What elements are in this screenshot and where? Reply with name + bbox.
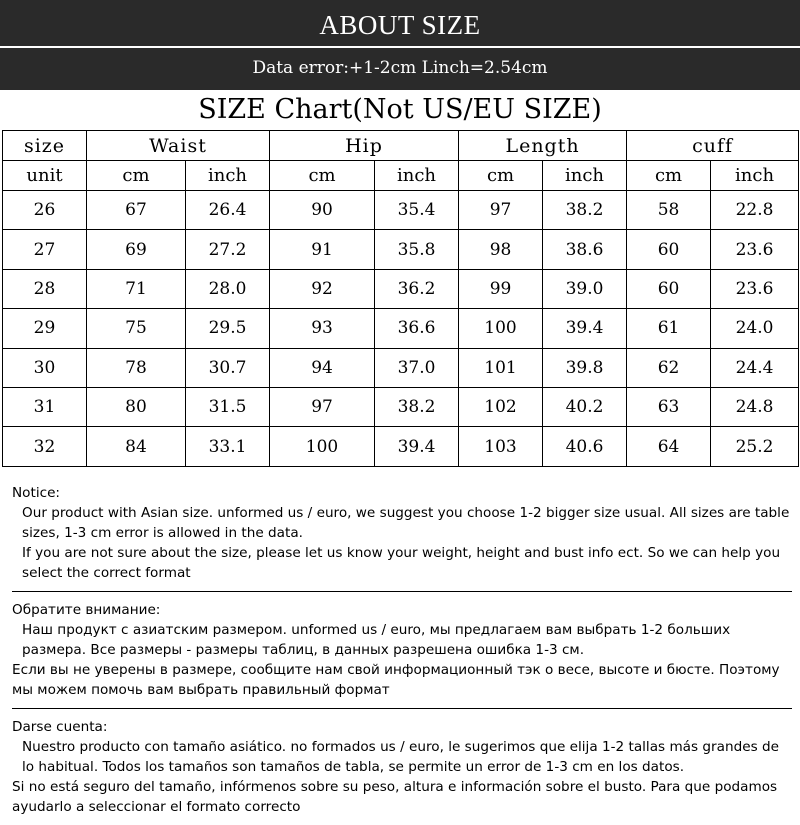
- table-cell: 71: [87, 269, 186, 308]
- table-row: [3, 427, 799, 466]
- size-chart-title: SIZE Chart(Not US/EU SIZE): [198, 94, 602, 125]
- notice-heading-ru: Обратите внимание:: [12, 602, 161, 618]
- table-cell: 98: [459, 230, 543, 269]
- table-cell: 103: [459, 427, 543, 466]
- table-cell: 22.8: [711, 191, 799, 230]
- table-cell: 75: [87, 309, 186, 348]
- notice-divider: [12, 591, 792, 592]
- size-cell: 31: [3, 387, 87, 426]
- size-cell: 30: [3, 348, 87, 387]
- table-cell: 97: [459, 191, 543, 230]
- unit-cell: unit: [3, 161, 87, 191]
- notice-heading-es: Darse cuenta:: [12, 719, 108, 735]
- table-cell: 78: [87, 348, 186, 387]
- table-cell: 100: [270, 427, 375, 466]
- table-cell: 102: [459, 387, 543, 426]
- table-cell: 24.0: [711, 309, 799, 348]
- table-cell: 39.8: [543, 348, 627, 387]
- table-cell: 40.2: [543, 387, 627, 426]
- size-cell: 27: [3, 230, 87, 269]
- table-cell: 27.2: [186, 230, 270, 269]
- table-cell: 69: [87, 230, 186, 269]
- table-cell: 101: [459, 348, 543, 387]
- notice-russian: [12, 600, 792, 700]
- header-cell-size: size: [3, 131, 87, 161]
- table-cell: 40.6: [543, 427, 627, 466]
- table-cell: 38.6: [543, 230, 627, 269]
- table-row: [3, 387, 799, 426]
- table-cell: 38.2: [375, 387, 459, 426]
- size-cell: 28: [3, 269, 87, 308]
- table-cell: 31.5: [186, 387, 270, 426]
- table-cell: 23.6: [711, 269, 799, 308]
- header-cell-length: Length: [459, 131, 627, 161]
- table-cell: 64: [627, 427, 711, 466]
- table-cell: 92: [270, 269, 375, 308]
- table-cell: 61: [627, 309, 711, 348]
- table-cell: 100: [459, 309, 543, 348]
- header-divider: [0, 46, 800, 48]
- header-cell-waist: Waist: [87, 131, 270, 161]
- notice-ru-paragraph-1: Наш продукт с азиатским размером. unformed us / euro, мы предлагаем вам выбрать 1-2 больших размера. Все размеры - размеры таблиц, в данных разрешена ошибка 1-3 см.: [22, 622, 731, 658]
- size-cell: 29: [3, 309, 87, 348]
- notice-ru-paragraph-2: Если вы не уверены в размере, сообщите нам свой информационный тэк о весе, высоте и бюсте. Поэтому мы можем помочь вам выбрать правильный формат: [12, 662, 780, 698]
- page-title: ABOUT SIZE: [319, 10, 481, 40]
- table-cell: 39.4: [375, 427, 459, 466]
- unit-cell: cm: [459, 161, 543, 191]
- table-cell: 84: [87, 427, 186, 466]
- table-cell: 91: [270, 230, 375, 269]
- table-cell: 62: [627, 348, 711, 387]
- unit-cell: inch: [375, 161, 459, 191]
- table-cell: 36.2: [375, 269, 459, 308]
- unit-cell: inch: [711, 161, 799, 191]
- header-cell-cuff: cuff: [627, 131, 799, 161]
- notice-section: [12, 483, 792, 825]
- table-cell: 80: [87, 387, 186, 426]
- unit-cell: inch: [186, 161, 270, 191]
- table-cell: 23.6: [711, 230, 799, 269]
- table-header-row: [3, 131, 799, 161]
- notice-es-paragraph-2: Si no está seguro del tamaño, infórmenos sobre su peso, altura e información sobre el busto. Para que podamos ayudarlo a seleccionar el formato correcto: [12, 779, 778, 815]
- table-cell: 24.8: [711, 387, 799, 426]
- table-cell: 60: [627, 269, 711, 308]
- table-cell: 35.4: [375, 191, 459, 230]
- unit-cell: cm: [627, 161, 711, 191]
- table-cell: 37.0: [375, 348, 459, 387]
- notice-en-paragraph-2: If you are not sure about the size, please let us know your weight, height and bust info ect. So we can help you select the correct format: [22, 545, 781, 581]
- table-cell: 39.4: [543, 309, 627, 348]
- size-cell: 32: [3, 427, 87, 466]
- table-row: [3, 269, 799, 308]
- unit-cell: cm: [87, 161, 186, 191]
- table-unit-row: [3, 161, 799, 191]
- table-cell: 25.2: [711, 427, 799, 466]
- notice-divider: [12, 708, 792, 709]
- table-cell: 93: [270, 309, 375, 348]
- notice-es-paragraph-1: Nuestro producto con tamaño asiático. no formados us / euro, le sugerimos que elija 1-2 tallas más grandes de lo habitual. Todos los tamaños son tamaños de tabla, se permite un error de 1-3 cm en los datos.: [22, 739, 779, 775]
- table-cell: 36.6: [375, 309, 459, 348]
- table-cell: 58: [627, 191, 711, 230]
- data-error-note: Data error:+1-2cm Linch=2.54cm: [252, 58, 548, 78]
- table-cell: 90: [270, 191, 375, 230]
- size-cell: 26: [3, 191, 87, 230]
- table-row: [3, 348, 799, 387]
- notice-en-paragraph-1: Our product with Asian size. unformed us / euro, we suggest you choose 1-2 bigger size usual. All sizes are table sizes, 1-3 cm error is allowed in the data.: [22, 505, 790, 541]
- table-cell: 35.8: [375, 230, 459, 269]
- unit-cell: cm: [270, 161, 375, 191]
- table-cell: 24.4: [711, 348, 799, 387]
- table-cell: 97: [270, 387, 375, 426]
- table-cell: 26.4: [186, 191, 270, 230]
- table-cell: 39.0: [543, 269, 627, 308]
- table-cell: 94: [270, 348, 375, 387]
- header-banner: [0, 0, 800, 90]
- table-cell: 28.0: [186, 269, 270, 308]
- notice-english: [12, 483, 792, 583]
- header-cell-hip: Hip: [270, 131, 459, 161]
- notice-heading-en: Notice:: [12, 485, 61, 501]
- table-cell: 29.5: [186, 309, 270, 348]
- table-row: [3, 230, 799, 269]
- table-cell: 60: [627, 230, 711, 269]
- unit-cell: inch: [543, 161, 627, 191]
- table-row: [3, 309, 799, 348]
- table-cell: 99: [459, 269, 543, 308]
- table-cell: 30.7: [186, 348, 270, 387]
- table-row: [3, 191, 799, 230]
- table-cell: 38.2: [543, 191, 627, 230]
- table-cell: 67: [87, 191, 186, 230]
- size-table: [2, 130, 799, 467]
- notice-spanish: [12, 717, 792, 817]
- table-cell: 33.1: [186, 427, 270, 466]
- table-cell: 63: [627, 387, 711, 426]
